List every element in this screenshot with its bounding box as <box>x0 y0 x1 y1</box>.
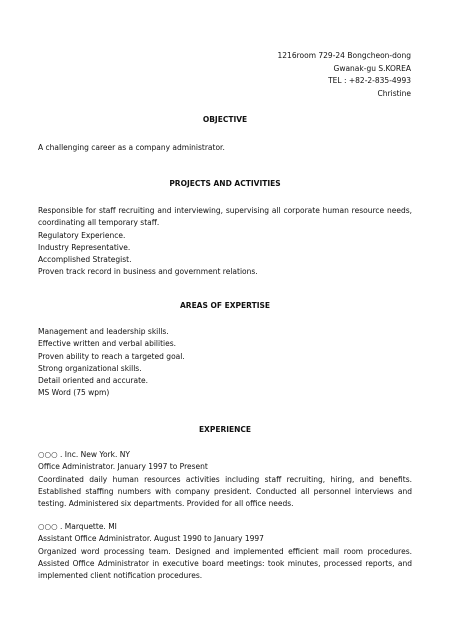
job1-company: ○○○ . Inc. New York. NY <box>38 450 130 459</box>
expertise-line-1: Management and leadership skills. <box>38 327 169 336</box>
address-line-2: Gwanak-gu S.KOREA <box>333 63 411 73</box>
expertise-line-5: Detail oriented and accurate. <box>38 376 149 386</box>
contact-address-block <box>278 50 411 100</box>
projects-line-3: Regulatory Experience. <box>38 230 126 240</box>
job1-desc-2: Established staffing numbers with company president. Conducted all personnel interviews and <box>38 486 412 496</box>
projects-line-5: Accomplished Strategist. <box>38 255 132 265</box>
job1-desc-3: testing. Administered six departments. Provided for all office needs. <box>38 499 294 509</box>
experience-job-1 <box>38 449 412 510</box>
objective-section <box>38 142 412 154</box>
job2-desc-1: Organized word processing team. Designed and implemented efficient mail room procedures. <box>38 546 412 556</box>
job2-desc-2: Assisted Office Administrator in executive board meetings: took minutes, processed reports, and <box>38 558 412 568</box>
job2-desc-3: implemented client notification procedures. <box>38 571 203 581</box>
expertise-line-4: Strong organizational skills. <box>38 363 142 373</box>
name-line: Christine <box>377 88 411 98</box>
projects-heading: PROJECTS AND ACTIVITIES <box>169 179 281 188</box>
experience-job-2 <box>38 521 412 582</box>
projects-line-6: Proven track record in business and government relations. <box>38 267 258 277</box>
objective-heading: OBJECTIVE <box>202 115 248 124</box>
objective-text: A challenging career as a company administrator. <box>38 143 225 152</box>
expertise-line-3: Proven ability to reach a targeted goal. <box>38 351 185 361</box>
job1-desc-1: Coordinated daily human resources activities including staff recruiting, hiring, and benefits. <box>38 474 412 484</box>
expertise-heading: AREAS OF EXPERTISE <box>179 301 271 310</box>
address-line-1: 1216room 729-24 Bongcheon-dong <box>277 51 411 60</box>
projects-line-1: Responsible for staff recruiting and interviewing, supervising all corporate human resource needs, <box>38 206 412 215</box>
expertise-line-2: Effective written and verbal abilities. <box>38 339 177 349</box>
experience-heading: EXPERIENCE <box>198 425 252 434</box>
expertise-line-6: MS Word (75 wpm) <box>38 388 110 398</box>
projects-line-4: Industry Representative. <box>38 242 131 252</box>
projects-section <box>38 205 412 279</box>
expertise-section <box>38 326 412 400</box>
phone-line: TEL : +82-2-835-4993 <box>328 76 411 85</box>
job2-company: ○○○ . Marquette. MI <box>38 522 117 531</box>
projects-line-2: coordinating all temporary staff. <box>38 218 160 228</box>
job2-title: Assistant Office Administrator. August 1990 to January 1997 <box>38 534 264 544</box>
job1-title: Office Administrator. January 1997 to Present <box>38 462 208 472</box>
